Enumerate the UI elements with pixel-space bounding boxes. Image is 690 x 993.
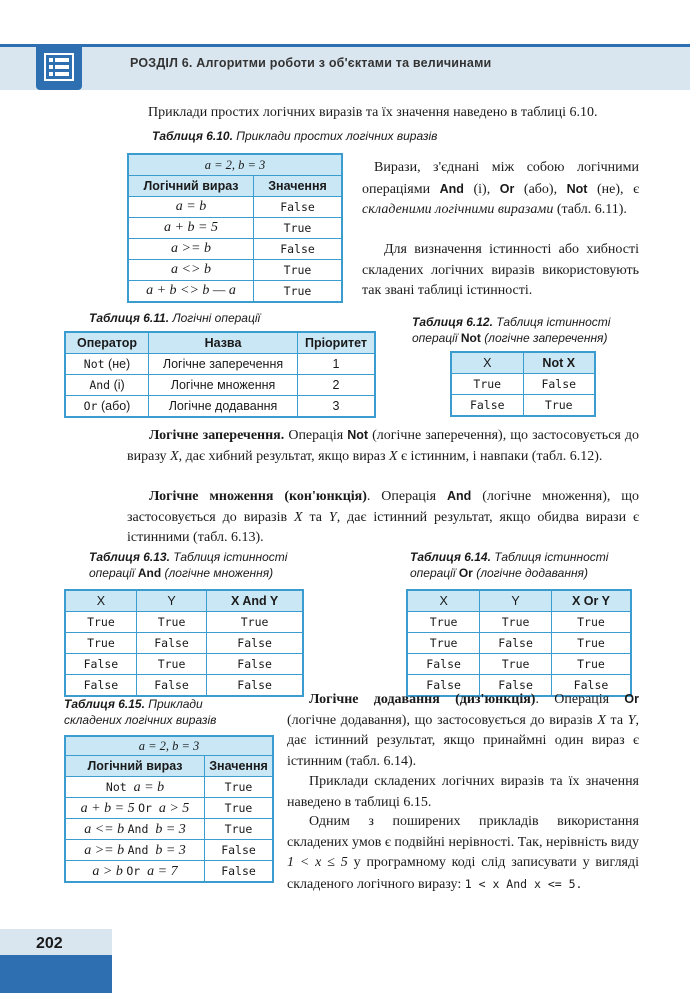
- truth-cell: False: [480, 633, 552, 654]
- paragraph-inequality: Одним з поширених прикладів використання складених умов є подвійні нерівності. Так, нерівність виду 1 < x ≤ 5 у програмному коді слід записувати у вигляді складеного логічного виразу: 1 < x And x <= 5.: [287, 814, 640, 892]
- expr-part: a >= b: [84, 843, 128, 858]
- priority-cell: 2: [298, 375, 376, 396]
- table-6-14: [406, 589, 632, 697]
- truth-cell: False: [136, 633, 206, 654]
- truth-cell: True: [523, 395, 595, 417]
- truth-cell: True: [480, 654, 552, 675]
- col-header: X: [65, 590, 136, 612]
- paragraph-and: Логічне множення (кон'юнкція). Операція And (логічне множення), що застосовується до виразів X та Y, дає істинний результат, якщо обидва вирази є істинними (табл. 6.13).: [127, 489, 640, 545]
- col-header: Значення: [254, 176, 343, 197]
- expr-part: a > 5: [158, 801, 190, 816]
- table-6-15: [64, 735, 274, 883]
- expr-cell: [65, 840, 205, 861]
- truth-cell: False: [407, 675, 480, 697]
- col-header: Пріоритет: [298, 332, 376, 354]
- value-cell: False: [205, 861, 274, 883]
- col-header: Not X: [523, 352, 595, 374]
- value-cell: True: [205, 777, 274, 798]
- truth-cell: True: [551, 612, 631, 633]
- table-given: a = 2, b = 3: [65, 736, 273, 756]
- expr-part: a + b = 5: [80, 801, 139, 816]
- page-number: 202: [36, 935, 63, 952]
- expr-part: a <= b: [84, 822, 128, 837]
- caption-table-6-12: Таблиця 6.12. Таблиця істинності операції Not (логічне заперечення): [412, 315, 611, 345]
- expr-part: b = 3: [155, 843, 186, 858]
- truth-cell: False: [207, 633, 303, 654]
- caption-label: Таблиця 6.10.: [152, 129, 233, 143]
- expr-cell: a + b <> b — a: [128, 281, 254, 303]
- operator-keyword: Or: [126, 864, 148, 878]
- expr-cell: a <> b: [128, 260, 254, 281]
- header-rule: [0, 44, 690, 47]
- truth-cell: True: [65, 633, 136, 654]
- expr-cell: a = b: [128, 197, 254, 218]
- truth-cell: False: [480, 675, 552, 697]
- col-header: X And Y: [207, 590, 303, 612]
- truth-cell: False: [65, 675, 136, 697]
- expr-cell: [65, 798, 205, 819]
- expr-cell: [65, 861, 205, 883]
- value-cell: True: [205, 798, 274, 819]
- col-header: Оператор: [65, 332, 149, 354]
- side-paragraph-1: Вирази, з'єднані між собою логічними операціями And (і), Or (або), Not (не), є складеними логічними виразами (табл. 6.11).: [362, 160, 640, 217]
- value-cell: True: [205, 819, 274, 840]
- truth-cell: True: [551, 654, 631, 675]
- truth-cell: True: [207, 612, 303, 633]
- expr-part: a = b: [133, 780, 165, 795]
- priority-cell: 3: [298, 396, 376, 418]
- col-header: Y: [136, 590, 206, 612]
- truth-cell: False: [451, 395, 523, 417]
- caption-table-6-15: Таблиця 6.15. Приклади складених логічних виразів: [64, 697, 217, 727]
- caption-table-6-11: Таблиця 6.11. Логічні операції: [89, 311, 261, 325]
- value-cell: False: [254, 239, 343, 260]
- truth-cell: False: [551, 675, 631, 697]
- col-header: Значення: [205, 756, 274, 777]
- table-6-10: [127, 153, 343, 303]
- expr-part: a = 7: [147, 864, 178, 879]
- table-given: a = 2, b = 3: [128, 154, 342, 176]
- paragraph-table-6-15: Приклади складених логічних виразів та їх значення наведено в таблиці 6.15.: [287, 774, 639, 810]
- value-cell: False: [254, 197, 343, 218]
- table-6-12: [450, 351, 596, 417]
- truth-cell: True: [136, 654, 206, 675]
- table-6-11: [64, 331, 376, 418]
- caption-text: Приклади простих логічних виразів: [236, 129, 438, 143]
- truth-cell: True: [407, 612, 480, 633]
- truth-cell: True: [65, 612, 136, 633]
- col-header: X: [451, 352, 523, 374]
- name-cell: Логічне заперечення: [149, 354, 298, 375]
- expr-cell: [65, 777, 205, 798]
- caption-table-6-14: Таблиця 6.14. Таблиця істинності операції Or (логічне додавання): [410, 550, 609, 580]
- table-6-13: [64, 589, 304, 697]
- expr-cell: a >= b: [128, 239, 254, 260]
- value-cell: True: [254, 218, 343, 239]
- truth-cell: True: [451, 374, 523, 395]
- value-cell: False: [205, 840, 274, 861]
- col-header: Логічний вираз: [65, 756, 205, 777]
- code-snippet: 1 < x And x <= 5.: [464, 876, 583, 891]
- operator-cell: Not (не): [65, 354, 149, 375]
- operator-keyword: And: [127, 822, 156, 836]
- operator-cell: Or (або): [65, 396, 149, 418]
- expr-part: b = 3: [155, 822, 186, 837]
- truth-cell: False: [207, 654, 303, 675]
- truth-cell: False: [523, 374, 595, 395]
- truth-cell: True: [551, 633, 631, 654]
- col-header: Y: [480, 590, 552, 612]
- col-header: X Or Y: [551, 590, 631, 612]
- chapter-title: РОЗДІЛ 6. Алгоритми роботи з об'єктами та величинами: [130, 56, 492, 70]
- side-paragraph-2: Для визначення істинності або хибності складених логічних виразів використовують так звані таблиці істинності.: [362, 242, 639, 298]
- chapter-icon: [36, 44, 82, 90]
- name-cell: Логічне множення: [149, 375, 298, 396]
- truth-cell: False: [407, 654, 480, 675]
- operator-keyword: Or: [138, 801, 159, 815]
- operator-keyword: And: [127, 843, 156, 857]
- truth-cell: False: [65, 654, 136, 675]
- truth-cell: False: [136, 675, 206, 697]
- paragraph-not: Логічне заперечення. Операція Not (логічне заперечення), що застосовується до виразу X, дає хибний результат, якщо вираз X є істинним, і навпаки (табл. 6.12).: [127, 428, 640, 464]
- name-cell: Логічне додавання: [149, 396, 298, 418]
- caption-table-6-10: [152, 129, 437, 143]
- intro-paragraph: Приклади простих логічних виразів та їх значення наведено в таблиці 6.10.: [148, 105, 598, 120]
- col-header: Логічний вираз: [128, 176, 254, 197]
- truth-cell: True: [136, 612, 206, 633]
- paragraph-or: Логічне додавання (диз'юнкція). Операція Or (логічне додавання), що застосовується до виразів X та Y, дає істинний результат, якщо принаймні один вираз є істинним (табл. 6.14).: [287, 692, 640, 769]
- value-cell: True: [254, 281, 343, 303]
- caption-table-6-13: Таблиця 6.13. Таблиця істинності операції And (логічне множення): [89, 550, 288, 580]
- truth-cell: True: [407, 633, 480, 654]
- value-cell: True: [254, 260, 343, 281]
- col-header: Назва: [149, 332, 298, 354]
- truth-cell: False: [207, 675, 303, 697]
- operator-keyword: Not: [105, 780, 134, 794]
- truth-cell: True: [480, 612, 552, 633]
- expr-cell: [65, 819, 205, 840]
- expr-cell: a + b = 5: [128, 218, 254, 239]
- expr-part: a > b: [92, 864, 127, 879]
- operator-cell: And (і): [65, 375, 149, 396]
- col-header: X: [407, 590, 480, 612]
- priority-cell: 1: [298, 354, 376, 375]
